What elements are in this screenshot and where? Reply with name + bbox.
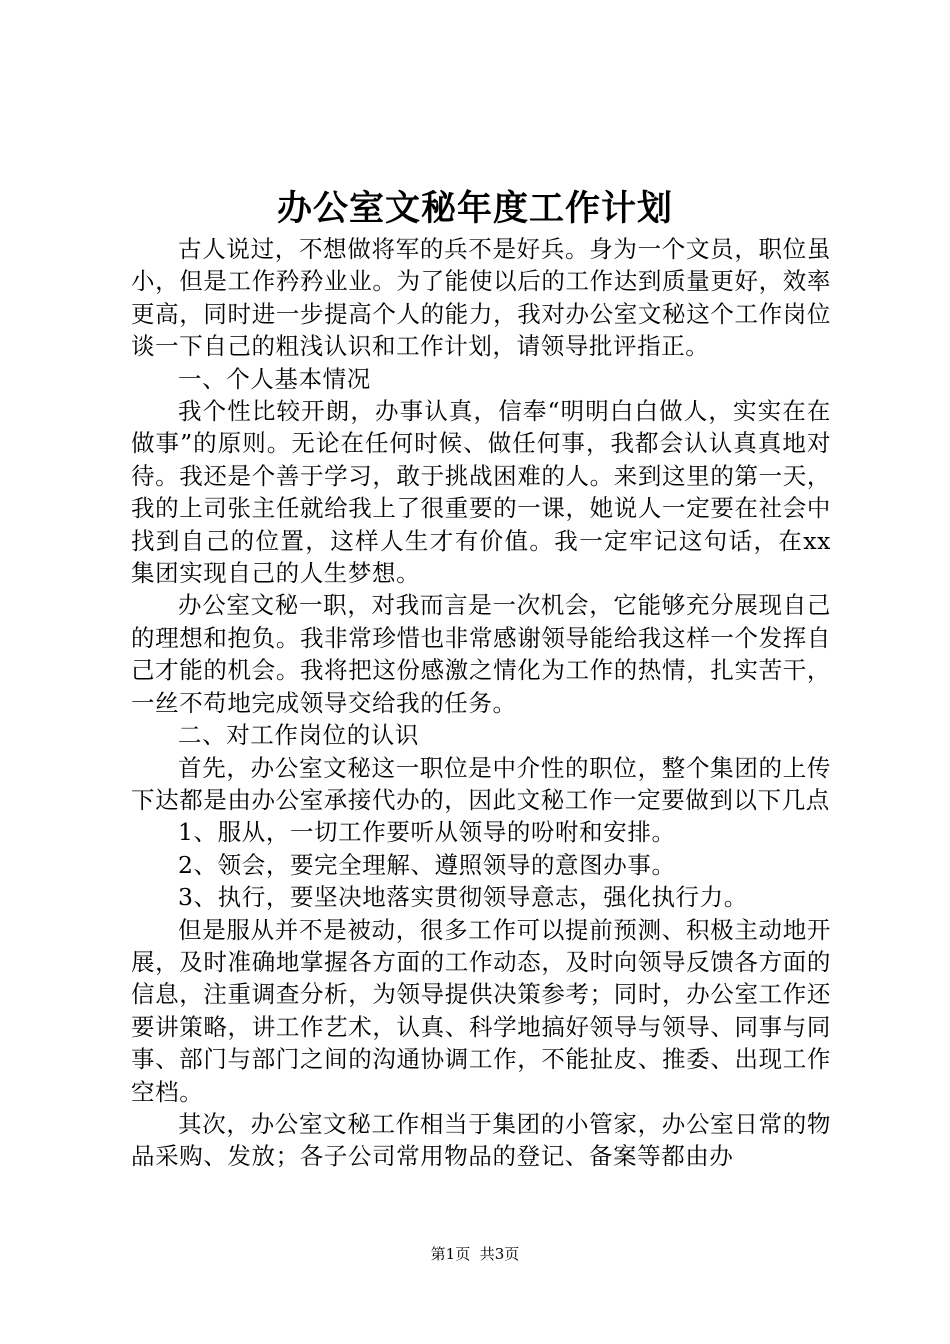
- section-heading-understanding: 二、对工作岗位的认识: [178, 721, 419, 750]
- section-heading-personal: 一、个人基本情况: [178, 364, 371, 393]
- paragraph-opportunity: 办公室文秘一职，对我而言是一次机会，它能够充分展现自己的理想和抱负。我非常珍惜也非常感谢领导能给我这样一个发挥自己才能的机会。我将把这份感激之情化为工作的热情，扎实苦干，一丝不苟地完成领导交给我的任务。: [131, 591, 831, 717]
- paragraph-intro: 古人说过，不想做将军的兵不是好兵。身为一个文员，职位虽小，但是工作矜矜业业。为了能使以后的工作达到质量更好，效率更高，同时进一步提高个人的能力，我对办公室文秘这个工作岗位谈一下自己的粗浅认识和工作计划，请领导批评指正。: [131, 235, 831, 361]
- paragraph-initiative: 但是服从并不是被动，很多工作可以提前预测、积极主动地开展，及时准确地掌握各方面的工作动态，及时向领导反馈各方面的信息，注重调查分析，为领导提供决策参考；同时，办公室工作还要讲策略，讲工作艺术，认真、科学地搞好领导与领导、同事与同事、部门与部门之间的沟通协调工作，不能扯皮、推委、出现工作空档。: [131, 915, 831, 1106]
- page-footer: [0, 1244, 950, 1264]
- document-title: 办公室文秘年度工作计划: [276, 188, 673, 229]
- page-number: 第1页: [430, 1245, 471, 1263]
- page-total: 共3页: [479, 1245, 520, 1263]
- list-item-execute: 3、执行，要坚决地落实贯彻领导意志，强化执行力。: [178, 883, 748, 912]
- paragraph-first-point: 首先，办公室文秘这一职位是中介性的职位，整个集团的上传下达都是由办公室承接代办的，因此文秘工作一定要做到以下几点: [131, 753, 831, 814]
- paragraph-second-point: 其次，办公室文秘工作相当于集团的小管家，办公室日常的物品采购、发放；各子公司常用物品的登记、备案等都由办: [131, 1109, 831, 1171]
- list-item-obey: 1、服从，一切工作要听从领导的吩咐和安排。: [178, 818, 676, 847]
- paragraph-personality: 我个性比较开朗，办事认真，信奉“明明白白做人，实实在在做事”的原则。无论在任何时候、做任何事，我都会认认真真地对待。我还是个善于学习，敢于挑战困难的人。来到这里的第一天，我的上司张主任就给我上了很重要的一课，她说人一定要在社会中找到自己的位置，这样人生才有价值。我一定牢记这句话，在xx集团实现自己的人生梦想。: [131, 397, 831, 588]
- list-item-comprehend: 2、领会，要完全理解、遵照领导的意图办事。: [178, 850, 676, 879]
- document-body: [131, 233, 831, 1173]
